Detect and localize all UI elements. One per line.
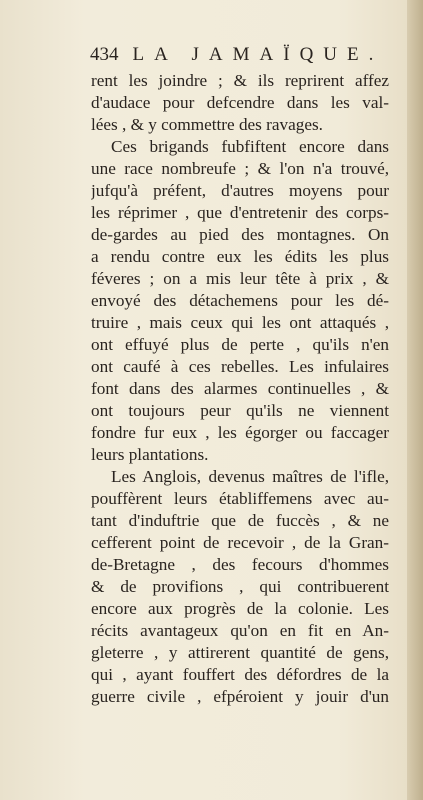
text-line: font dans des alarmes continuelles , & [91,379,389,398]
text-line: jufqu'à préfent, d'autres moyens pour [91,181,389,200]
text-line: tant d'induftrie que de fuccès , & ne [91,511,389,530]
text-line: Ces brigands fubfiftent encore dans [111,137,389,156]
text-line: une race nombreufe ; & l'on n'a trouvé, [91,159,389,178]
text-line: les réprimer , que d'entretenir des corps- [91,203,389,222]
text-line: ont effuyé plus de perte , qu'ils n'en [91,335,389,354]
text-line: & de provifions , qui contribuerent [91,577,389,596]
text-line: ont caufé à ces rebelles. Les infulaires [91,357,389,376]
text-line: d'audace pour defcendre dans les val- [91,93,389,112]
text-line: Les Anglois, devenus maîtres de l'ifle, [111,467,389,486]
page-number: 434 [90,44,119,65]
text-line: récits avantageux qu'on en fit en An- [91,621,389,640]
text-line: fondre fur eux , les égorger ou faccager [91,423,389,442]
text-line: encore aux progrès de la colonie. Les [91,599,389,618]
text-line: guerre civile , efpéroient y jouir d'un [91,687,389,706]
text-line: gleterre , y attirerent quantité de gens, [91,643,389,662]
text-line: ont toujours peur qu'ils ne viennent [91,401,389,420]
text-line: féveres ; on a mis leur tête à prix , & [91,269,389,288]
text-line: pouffèrent leurs établiffemens avec au- [91,489,389,508]
body-text [91,70,389,708]
text-line: de-Bretagne , des fecours d'hommes [91,555,389,574]
text-line: qui , ayant fouffert des défordres de la [91,665,389,684]
running-head: LA JAMAÏQUE. [132,44,384,65]
text-line: a rendu contre eux les édits les plus [91,247,389,266]
text-line: lées , & y commettre des ravages. [91,115,323,134]
text-line: leurs plantations. [91,445,209,464]
text-line: cefferent point de recevoir , de la Gran- [91,533,389,552]
text-line: envoyé des détachemens pour les dé- [91,291,389,310]
page-gutter [407,0,423,800]
text-line: rent les joindre ; & ils reprirent affez [91,71,389,90]
text-line: de-gardes au pied des montagnes. On [91,225,389,244]
page-header [90,44,390,66]
text-line: truire , mais ceux qui les ont attaqués , [91,313,389,332]
